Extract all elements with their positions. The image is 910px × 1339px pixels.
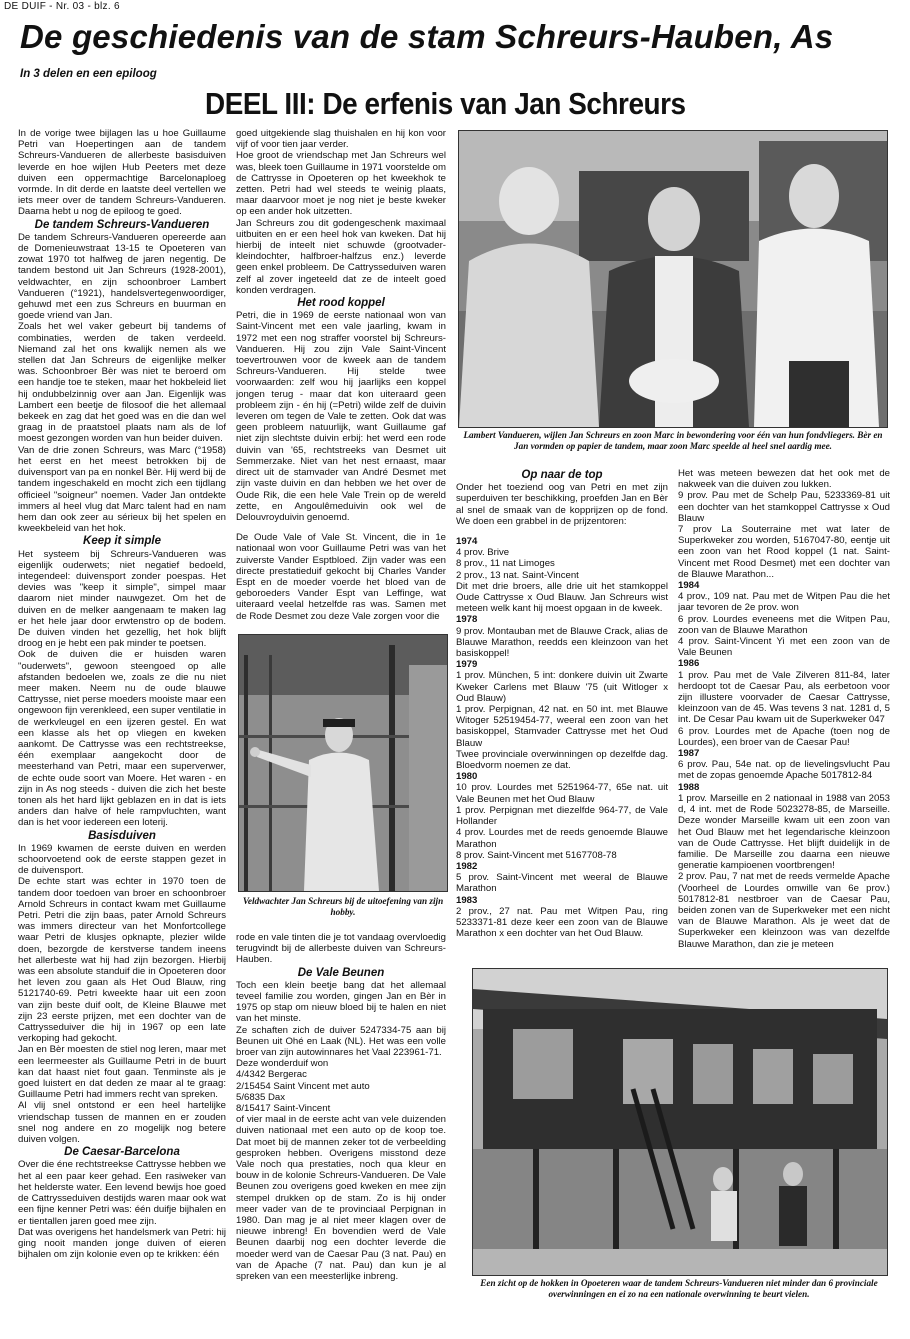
paragraph: 8/15417 Saint-Vincent [236, 1103, 331, 1115]
results-list: 1 prov. Marseille en 2 nationaal in 1988 van 2053 d, 4 int. met de Rode 5023278-85, de Marseille. Deze wonder Marseille kwam uit een zoon van het Oud Blauw met het legendarische kleinzoon van de Oude Cattrysse. Het blijft duidelijk in de familie. De Marseille zou daarna een nieuwe generatie kampioenen voortbrengen! 2 prov. Pau, 7 nat met de reeds vermelde Apache (Voorheel de Lourdes omwille van 6e prov.) 5017812-81 nestbroer van de Caesar Pau, beiden zonen van de Superkweker met een nicht van de Blauwe Marathon. Als je weet dat de Superkweker een kleinzoon was van dezelfde Blauwe Marathon, dan zie je meteen [678, 792, 890, 950]
results-list: 4 prov. Brive 8 prov., 11 nat Limoges 2 prov., 13 nat. Saint-Vincent Dit met drie broers, alle drie uit het stamkoppel Oude Cattrysse x Oud Blauw. Jan Schreurs wist meteen welk kant hij moest opgaan in de kweek. [456, 547, 668, 615]
results-list: Het was meteen bewezen dat het ook met de nakweek van die duiven zou lukken. 9 prov. Pau met de Schelp Pau, 5233369-81 uit een dochter van het stamkoppel Cattrysse x Oud Blauw 7 prov La Souterraine met wat later de Superkweker zou worden, 5167047-80, eentje uit een zoon van het Rood koppel (1 nat. Saint-Vincent met Rood Desmet) met een dochter van de Blauwe Marathon... [678, 468, 890, 580]
column-2-bottom [236, 932, 446, 1304]
paragraph: Al vlij snel ontstond er een heel hartelijke vriendschap tussen de mannen en er zouden snel nog andere en zo mogelijk nog betere duiven volgen. [18, 1100, 226, 1146]
paragraph: Petri, die in 1969 de eerste nationaal won van Saint-Vincent met een vale jaarling, kwam in 1972 met een nog straffer voorstel bij Schreurs-Vandueren. Hij zou zijn Vale Saint-Vincent toevertrouwen voor de kweek aan de tandem Schreurs-Vandueren. Hij stelde twee voorwaarden: zelf wou hij jaarlijks een koppel jongen terug - maar dat kon uiteraard geen probleem zijn - én hij (=Petri) wilde zelf de duivin leveren om tegen de Vale te zetten. Ook dat was geen probleem natuurlijk, want Guillaume gaf niet zijn slechtste duivin erbij: het werd een rode duivin van '65, rechtstreeks van Desmet uit Semmerzake. Niet van het nest ernaast, maar direct uit de stamvader van André Desmet met zijn vaste duivin en dan hebben we het over de Oude Rik, die een hele Vale Trein op de wereld zette, en Angoulêmeduivin ook wel de Delouvroyduivin genoemd. [236, 310, 446, 523]
year-label: 1988 [678, 781, 700, 793]
paragraph: 5/6835 Dax [236, 1091, 286, 1103]
results-list: 2 prov., 27 nat. Pau met Witpen Pau, ring 5233371-81 deze keer een zoon van de Blauwe Marathon x een dochter van het Oud Blauw. [456, 905, 668, 940]
year-label: 1986 [678, 658, 700, 670]
page-title: De geschiedenis van de stam Schreurs-Hauben, As [20, 18, 834, 55]
paragraph: Jan Schreurs zou dit godengeschenk maximaal uitbuiten en er een heel hok van kweken. Dat hij hierbij de inteelt niet schuwde (grootvader-kleindochter, halfbroer-halfzus enz.) leverde geen enkel probleem. De Cattrysseduiven waren zelf al zover ingeteeld dat ze de inteelt goed konden verdragen. [236, 217, 446, 296]
photo-veldwachter [238, 634, 448, 892]
year-label: 1980 [456, 771, 478, 783]
paragraph: Toch een klein beetje bang dat het allemaal teveel familie zou worden, gingen Jan en Bèr in 1975 op stap om nieuw bloed bij te halen en niet van het minste. [236, 979, 446, 1025]
running-head: DE DUIF - Nr. 03 - blz. 6 [4, 1, 120, 12]
caption-photo-veldwachter: Veldwachter Jan Schreurs bij de uitoefening van zijn hobby. [242, 896, 444, 917]
subtitle: In 3 delen en een epiloog [20, 68, 157, 80]
paragraph: Deze wonderduif won [236, 1058, 329, 1070]
paragraph: Hoe groot de vriendschap met Jan Schreurs wel was, bleek toen Guillaume in 1971 voorstelde om de Cattrysse in Opoeteren op het kweekhok te zetten. Petri had wel steeds te weinig plaats, maar daarvoor moet je nog niet je beste kweker op een ander hok uitzetten. [236, 150, 446, 218]
paragraph: Ze schaften zich de duiver 5247334-75 aan bij Beunen uit Ohé en Laak (NL). Het was een volle broer van zijn autowinnares het Vaal 223961-71. [236, 1024, 446, 1059]
caption-photo-three-men: Lambert Vandueren, wijlen Jan Schreurs en zoon Marc in bewondering voor één van hun fondvliegers. Bèr en Jan vormden op papier de tandem, maar zoon Marc speelde al heel snel aardig mee. [463, 430, 883, 451]
caption-photo-lofts: Een zicht op de hokken in Opoeteren waar de tandem Schreurs-Vandueren niet minder dan 6 provinciale overwinningen en ei zo na een nationale overwinning te beurt vielen. [480, 1278, 878, 1299]
paragraph: 4/4342 Bergerac [236, 1069, 307, 1081]
photo-lofts-image [473, 969, 887, 1275]
heading-caesar-barcelona: De Caesar-Barcelona [64, 1146, 180, 1159]
paragraph: Ook de duiven die er huisden waren "ouderwets", gewoon steengoed op alle afstanden bedoelen we, zoals ze die nu niet meer maken. Neem nu de oude blauwe Cattrysse, niet perse moeders mooiste maar een ongewoon fijn verenkleed, een super ventilatie in de werkvleugel en een ijzeren gestel. En wat een klasse als het op vliegen en kweken aankomt. De Cattrysse was een rechtstreekse, één exemplaar aangekocht door de meesterhand van Petri, maar een superverwer, de echte oude soort van Moere. Het waren - en zijn in As nog steeds - duiven die zich het beste tonen als het hard lijkt geblazen en in dat is iets anders dan halve of hele rampvluchten, want dan is het voor iedereen een loterij. [18, 649, 226, 829]
heading-keep-it-simple: Keep it simple [83, 535, 161, 548]
paragraph: Zoals het wel vaker gebeurt bij tandems of combinaties, werden de taken verdeeld. Niemand zal het ons kwalijk nemen als we stellen dat Jan Schreurs de eigenlijke melker was. Schoonbroer Bèr was niet te beroerd om een handje toe te steken, maar het hokbeleid liet hij ondubbelzinnig over aan Jan. Eigenlijk was Lambert een beetje de filosoof die het allemaal bekeek en zag dat het goed was en die dan wel graag in de praatstoel plaats nam als de lof moest gezongen worden van hun beider duiven. [18, 321, 226, 445]
paragraph: Van de drie zonen Schreurs, was Marc (°1958) het eerst en het meest betrokken bij de duivensport van pa en nonkel Bèr. Hij werd bij de tandem ingeschakeld en mocht zich een tijdlang officieel "soigneur" noemen. Vader Jan ontdekte immers al heel vlug dat Marc talent had en nam hem dan ook zeer au sérieux bij het spelen en kweekbeleid van het hok. [18, 444, 226, 535]
paragraph: 2/15454 Saint Vincent met auto [236, 1080, 370, 1092]
results-list: 4 prov., 109 nat. Pau met de Witpen Pau die het jaar tevoren de 2e prov. won 6 prov. Lourdes eveneens met die Witpen Pau, zoon van de Blauwe Marathon 4 prov. Saint-Vincent Yi met een zoon van de Vale Beunen [678, 591, 890, 659]
paragraph: goed uitgekiende slag thuishalen en hij kon voor vijf of voor tien jaar verder. [236, 128, 446, 151]
year-label: 1987 [678, 748, 700, 760]
paragraph: Jan en Bèr moesten de stiel nog leren, maar met een leermeester als Guillaume Petri in de buurt kan dat haast niet fout gaan. Tenminste als je goed luistert en dat deden ze maar al te graag: Guillaume Petri had immers recht van spreken. [18, 1044, 226, 1101]
results-list: 5 prov. Saint-Vincent met weeral de Blauwe Marathon [456, 872, 668, 895]
paragraph: De echte start was echter in 1970 toen de tandem door toedoen van broer en schoonbroer Arnold Schreurs in contact kwam met Guillaume Petri. Petri die zijn baas, pater Arnold Schreurs was immers directeur van het Monfortcollege waar Petri de klusjes opknapte, plezier wilde doen, bezorgde de kerstverse tandem ineens het allerbeste wat hij had zijn bezorgen. Hierbij was een absolute standuif die in Opoeteren door het leven zou gaan als Het Oud Blauw, ring 5121740-69. Petri kweekte haar uit een zoon van zijn beste duif oolt, de Kleine Blauwe met zijn 23 eerste prijzen, met een dochter van de Cattrysseduiver die hij in 1967 op een late verkoping had gekocht. [18, 876, 226, 1045]
paragraph: Onder het toeziend oog van Petri en met zijn superduiven ter beschikking, proefden Jan en Bèr al snel de smaak van de kopprijzen op de fond. We doen een grabbel in de prijzentoren: [456, 482, 668, 527]
year-label: 1982 [456, 860, 478, 872]
heading-op-naar-de-top: Op naar de top [521, 469, 603, 481]
photo-lofts [472, 968, 888, 1276]
paragraph: In 1969 kwamen de eerste duiven en werden schoorvoetend ook de eerste stappen gezet in de duivensport. [18, 842, 226, 877]
paragraph: Dat was overigens het handelsmerk van Petri: hij ging nooit manden jonge duiven of eieren bijhalen om zijn kolonie even op te krikken: één [18, 1226, 226, 1261]
column-1 [18, 128, 226, 1304]
intro-paragraph: In de vorige twee bijlagen las u hoe Guillaume Petri van Hoepertingen aan de tandem Schreurs-Vandueren de allerbeste basisduiven leverde en hoe wijlen Hub Peeters met deze duiven een oppermachtige Barcelonaploeg vormde. In dit derde en laatste deel vertellen we iets meer over de tandem Schreurs-Vandueren. Daarna hebt u nog de epiloog te goed. [18, 128, 226, 218]
photo-three-men [458, 130, 888, 428]
paragraph: Het systeem bij Schreurs-Vandueren was eigenlijk ouderwets; niet negatief bedoeld, integendeel: duivensport zonder poespas. Het devies was "keep it simple", simpel maar daarom niet minder nauwgezet. Om het de duiven en de melker aangenaam te maken lag er het hele jaar door erwtenstro op de bodem. De duiven vinden het gezellig, het hok blijft droog en je hebt een pak minder te poetsen. [18, 548, 226, 650]
year-label: 1974 [456, 536, 478, 548]
results-list: 10 prov. Lourdes met 5251964-77, 65e nat. uit Vale Beunen met het Oud Blauw 1 prov. Perpignan met diezelfde 964-77, de Vale Hollander 4 prov. Lourdes met de reeds genoemde Blauwe Marathon 8 prov. Saint-Vincent met 5167708-78 [456, 782, 668, 861]
paragraph: De tandem Schreurs-Vandueren opereerde aan de Domenieuwstraat 13-15 te Opoeteren van zowat 1970 tot halfweg de jaren negentig. De tandem bestond uit Jan Schreurs (1928-2001), veldwachter, en zijn schoonbroer Lambert Vandueren (°1921), handelsvertegenwoordiger, gehuwd met een zus Schreurs en buurman en goede vriend van Jan. [18, 231, 226, 322]
heading-basisduiven: Basisduiven [88, 829, 156, 842]
results-list: 1 prov. Pau met de Vale Zilveren 811-84, later herdoopt tot de Caesar Pau, als eerbetoon voor zijn illustere voorvader de Caesar Cattrysse, kleinzoon van de 45. Was tevens 3 nat. 1281 d, 5 int. De Cesar Pau kwam uit de Superkweker 047 6 prov. Lourdes met de Apache (toen nog de Lourdes), een broer van de Caesar Pau! [678, 669, 890, 748]
heading-vale-beunen: De Vale Beunen [297, 966, 385, 979]
photo-veldwachter-image [239, 635, 447, 891]
heading-tandem: De tandem Schreurs-Vandueren [34, 218, 210, 231]
column-2-top [236, 128, 446, 630]
year-label: 1978 [456, 614, 478, 626]
year-label: 1984 [678, 580, 700, 592]
year-label: 1983 [456, 894, 478, 906]
part-title: DEEL III: De erfenis van Jan Schreurs [205, 86, 686, 121]
results-list: 6 prov. Pau, 54e nat. op de lievelingsvlucht Pau met de zopas genoemde Apache 5017812-84 [678, 759, 890, 782]
column-4 [678, 468, 890, 960]
results-list: 1 prov. München, 5 int: donkere duivin uit Zwarte Kweker Carlens met Blauw '75 (uit Witloger x Oud Blauw) 1 prov. Perpignan, 42 nat. en 50 int. met Blauwe Witoger 52519454-77, weeral een zoon van het basiskoppel, Stamvader Cattrysse met het Oud Blauw Twee provinciale overwinningen op dezelfde dag. Bloedvorm noemen ze dat. [456, 670, 668, 772]
results-list: 9 prov. Montauban met de Blauwe Crack, alias de Blauwe Marathon, reedds een kleinzoon van het basiskoppel! [456, 625, 668, 660]
photo-three-men-image [459, 131, 887, 427]
year-label: 1979 [456, 659, 478, 671]
paragraph: De Oude Vale of Vale St. Vincent, die in 1e nationaal won voor Guillaume Petri was van het zuiverste Vander Esptbloed. Zijn vader was een directe prestatieduif gekocht bij Charles Vander Espt en de moeder voerde het bloed van de geboroeders Vander Espt van Leffinge, wat uiteraard veelal hetzelfde ras was. Samen met de Rode Desmet zou deze Vale zorgen voor die [236, 532, 446, 622]
paragraph: rode en vale tinten die je tot vandaag overvloedig terugvindt bij de allerbeste duiven van Schreurs-Hauben. [236, 932, 446, 966]
heading-rood-koppel: Het rood koppel [297, 297, 385, 310]
paragraph: of vier maal in de eerste acht van vele duizenden duiven nationaal met een auto op de koop toe. Dat moet bij de mannen zeker tot de verbeelding gesproken hebben. Overigens misstond deze Vale noch qua prestaties, noch qua kleur en bouw in de kolonie Schreurs-Vandueren. De Vale Beunen zou overigens goed kweken en mee zijn stempel drukken op de stam. Zo is hij onder meer vader van de te provinciaal Perpignan in 1980. Dan mag je al niet meer klagen over de nieuwe inbreng! En bovendien werd de Vale Beunen daarbij nog een dochter leverde die moeder werd van de Caesar Pau (3 nat. Pau) en van de Apache (7 nat. Pau) dan kun je al spreken van een meesterlijke inbreng. [236, 1114, 446, 1283]
column-3 [456, 468, 668, 960]
paragraph: Over die éne rechtstreekse Cattrysse hebben we het al een paar keer gehad. Een rasiweker van het helderste water. Een levend bewijs hoe goed de Cattrysseduiven destijds waren maar ook wat een fijne kenner Petri was: één duifje bijhalen en er tientallen jaren goed mee zijn. [18, 1159, 226, 1227]
